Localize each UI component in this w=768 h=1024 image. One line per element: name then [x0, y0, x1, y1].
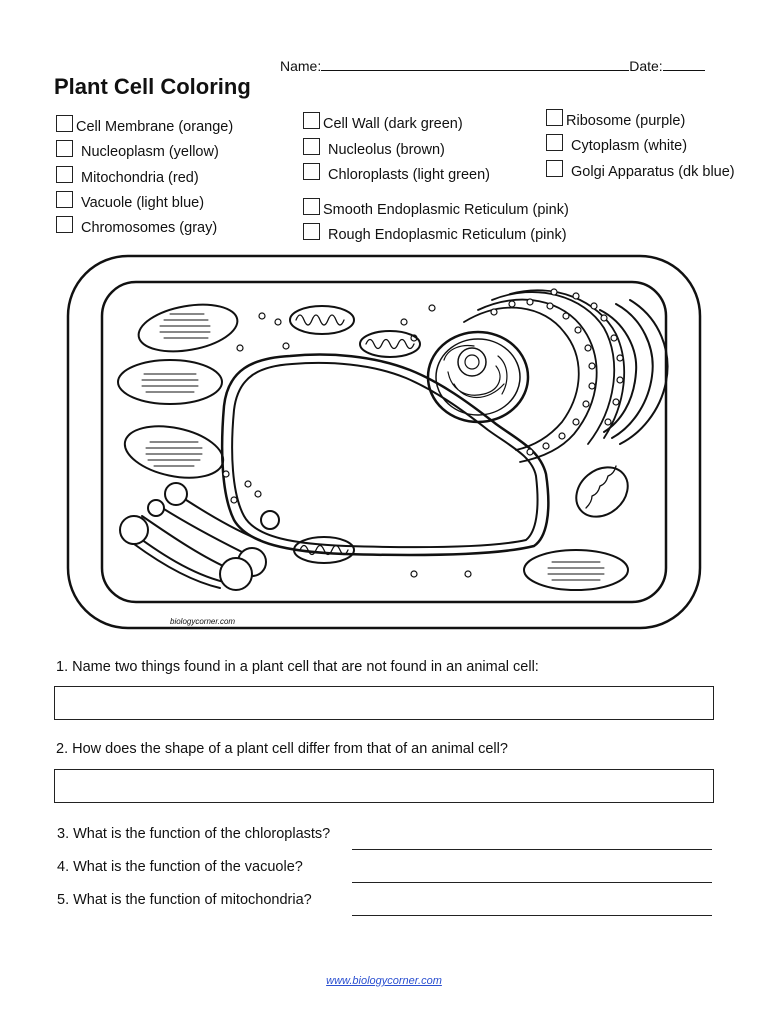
checklist-item-cytoplasm[interactable] [546, 138, 687, 154]
plant-cell-diagram [64, 252, 704, 632]
checkbox[interactable] [303, 198, 320, 215]
checklist-label: Cell Wall (dark green) [323, 116, 463, 132]
checklist-label: Nucleoplasm (yellow) [81, 144, 219, 160]
checklist-item-nucleoplasm[interactable] [56, 144, 219, 160]
checklist-item-chloroplasts[interactable] [303, 167, 490, 183]
checklist-item-golgi[interactable] [546, 164, 735, 180]
checklist-item-nucleolus[interactable] [303, 142, 445, 158]
checklist-label: Vacuole (light blue) [81, 195, 205, 211]
page-title: Plant Cell Coloring [54, 74, 251, 99]
answer-box-1[interactable] [54, 686, 714, 720]
checkbox[interactable] [546, 109, 563, 126]
checklist-label: Smooth Endoplasmic Reticulum (pink) [323, 202, 569, 218]
checklist-item-cell-wall[interactable] [303, 116, 463, 132]
answer-line-5[interactable] [352, 915, 712, 916]
checklist-item-rough-er[interactable] [303, 227, 567, 243]
checklist-label: Chromosomes (gray) [81, 220, 218, 236]
checklist-label: Chloroplasts (light green) [328, 167, 490, 183]
checklist-label: Golgi Apparatus (dk blue) [571, 164, 735, 180]
name-label: Name: [280, 58, 322, 74]
question-2: 2. How does the shape of a plant cell differ from that of an animal cell? [56, 741, 508, 757]
checklist-label: Cytoplasm (white) [571, 138, 688, 154]
checkbox[interactable] [546, 160, 563, 177]
checklist-item-chromosomes[interactable] [56, 220, 217, 236]
date-label: Date: [629, 58, 663, 74]
name-date-line [280, 56, 705, 74]
name-field[interactable] [321, 56, 629, 71]
checklist-label: Nucleolus (brown) [328, 142, 445, 158]
date-field[interactable] [663, 56, 705, 71]
checkbox[interactable] [303, 138, 320, 155]
checklist-item-vacuole[interactable] [56, 195, 204, 211]
checkbox[interactable] [56, 191, 73, 208]
checkbox[interactable] [303, 223, 320, 240]
question-3: 3. What is the function of the chloroplasts? [57, 826, 331, 842]
checklist-item-cell-membrane[interactable] [56, 119, 233, 135]
footer-link[interactable]: www.biologycorner.com [326, 975, 442, 987]
checklist-item-ribosome[interactable] [546, 113, 685, 129]
checklist-label: Ribosome (purple) [566, 113, 686, 129]
checklist-label: Mitochondria (red) [81, 170, 199, 186]
diagram-credit: biologycorner.com [170, 617, 236, 626]
question-4: 4. What is the function of the vacuole? [57, 859, 303, 875]
checkbox[interactable] [56, 140, 73, 157]
checkbox[interactable] [56, 216, 73, 233]
checklist-label: Rough Endoplasmic Reticulum (pink) [328, 227, 567, 243]
checklist-label: Cell Membrane (orange) [76, 119, 234, 135]
answer-line-4[interactable] [352, 882, 712, 883]
answer-box-2[interactable] [54, 769, 714, 803]
checkbox[interactable] [56, 166, 73, 183]
checklist-item-mitochondria[interactable] [56, 170, 199, 186]
question-5: 5. What is the function of mitochondria? [57, 892, 312, 908]
checkbox[interactable] [546, 134, 563, 151]
checklist-item-smooth-er[interactable] [303, 202, 569, 218]
checkbox[interactable] [56, 115, 73, 132]
checkbox[interactable] [303, 163, 320, 180]
answer-line-3[interactable] [352, 849, 712, 850]
question-1: 1. Name two things found in a plant cell that are not found in an animal cell: [56, 659, 539, 675]
checkbox[interactable] [303, 112, 320, 129]
